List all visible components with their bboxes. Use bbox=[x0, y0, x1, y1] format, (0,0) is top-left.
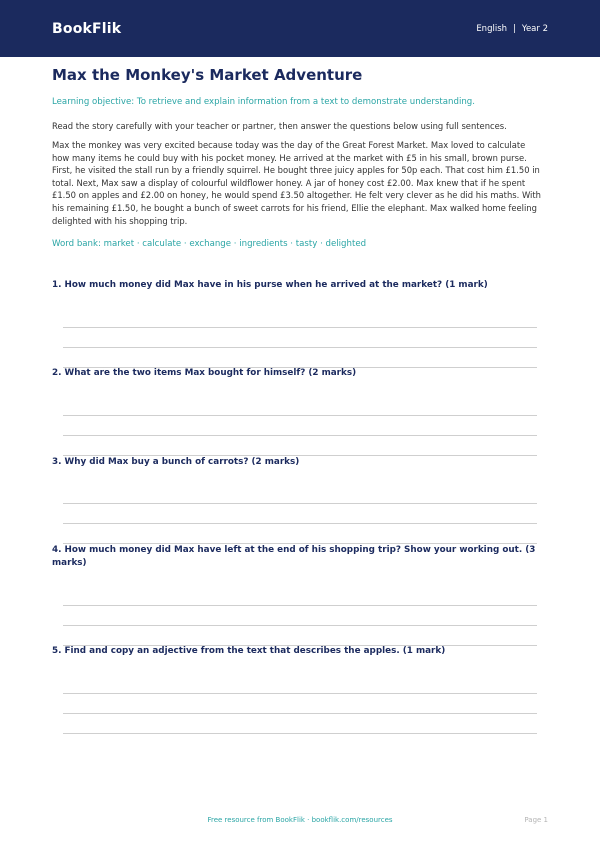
question-1 bbox=[52, 279, 542, 292]
meta-separator: | bbox=[513, 23, 516, 34]
instructions: Read the story carefully with your teacher or partner, then answer the questions below using full sentences. bbox=[52, 121, 507, 131]
answer-line[interactable] bbox=[63, 693, 537, 694]
header-bar bbox=[0, 0, 600, 57]
learning-objective: Learning objective: To retrieve and explain information from a text to demonstrate understanding. bbox=[52, 97, 475, 107]
question-2 bbox=[52, 367, 542, 380]
footer bbox=[0, 816, 600, 828]
brand-logo[interactable]: BookFlik bbox=[52, 20, 122, 37]
question-text: 3. Why did Max buy a bunch of carrots? (2 marks) bbox=[52, 457, 300, 467]
answer-line[interactable] bbox=[63, 435, 537, 436]
question-text: 2. What are the two items Max bought for himself? (2 marks) bbox=[52, 368, 357, 378]
story-text: Max the monkey was very excited because today was the day of the Great Forest Market. Max loved to calculate how many items he could buy with his pocket money. He arrived at the market with £5 in his small, brown purse. First, he visited the stall run by a friendly squirrel. He bought three juicy apples for 50p each. That cost him £1.50 in total. Next, Max saw a display of colourful wildflower honey. A jar of honey cost £2.00. Max knew that if he spent £1.50 on apples and £2.00 on honey, he would spend £3.50 altogether. He felt very clever as he did his maths. With his remaining £1.50, he bought a bunch of sweet carrots for his friend, Ellie the elephant. Max walked home feeling delighted with his shopping trip. bbox=[52, 140, 541, 226]
question-3 bbox=[52, 456, 542, 469]
page-number: Page 1 bbox=[524, 816, 548, 824]
answer-line[interactable] bbox=[63, 713, 537, 714]
answer-line[interactable] bbox=[63, 347, 537, 348]
answer-line[interactable] bbox=[63, 605, 537, 606]
question-text: 4. How much money did Max have left at the end of his shopping trip? Show your working out. (3 marks) bbox=[52, 545, 536, 568]
question-text: 5. Find and copy an adjective from the text that describes the apples. (1 mark) bbox=[52, 646, 446, 656]
year-label: Year 2 bbox=[521, 23, 548, 34]
answer-line[interactable] bbox=[63, 523, 537, 524]
answer-line[interactable] bbox=[63, 415, 537, 416]
answer-line[interactable] bbox=[63, 327, 537, 328]
word-bank: Word bank: market · calculate · exchange · ingredients · tasty · delighted bbox=[52, 239, 367, 250]
answer-line[interactable] bbox=[63, 733, 537, 734]
worksheet-intro bbox=[52, 66, 542, 250]
header-meta bbox=[476, 24, 548, 34]
question-4 bbox=[52, 544, 542, 570]
subject-label: English bbox=[476, 23, 508, 34]
answer-line[interactable] bbox=[63, 503, 537, 504]
question-5 bbox=[52, 645, 542, 658]
page-title: Max the Monkey's Market Adventure bbox=[52, 66, 363, 84]
answer-line[interactable] bbox=[63, 625, 537, 626]
footer-link[interactable]: Free resource from BookFlik · bookflik.com/resources bbox=[207, 816, 393, 824]
question-text: 1. How much money did Max have in his purse when he arrived at the market? (1 mark) bbox=[52, 280, 488, 290]
